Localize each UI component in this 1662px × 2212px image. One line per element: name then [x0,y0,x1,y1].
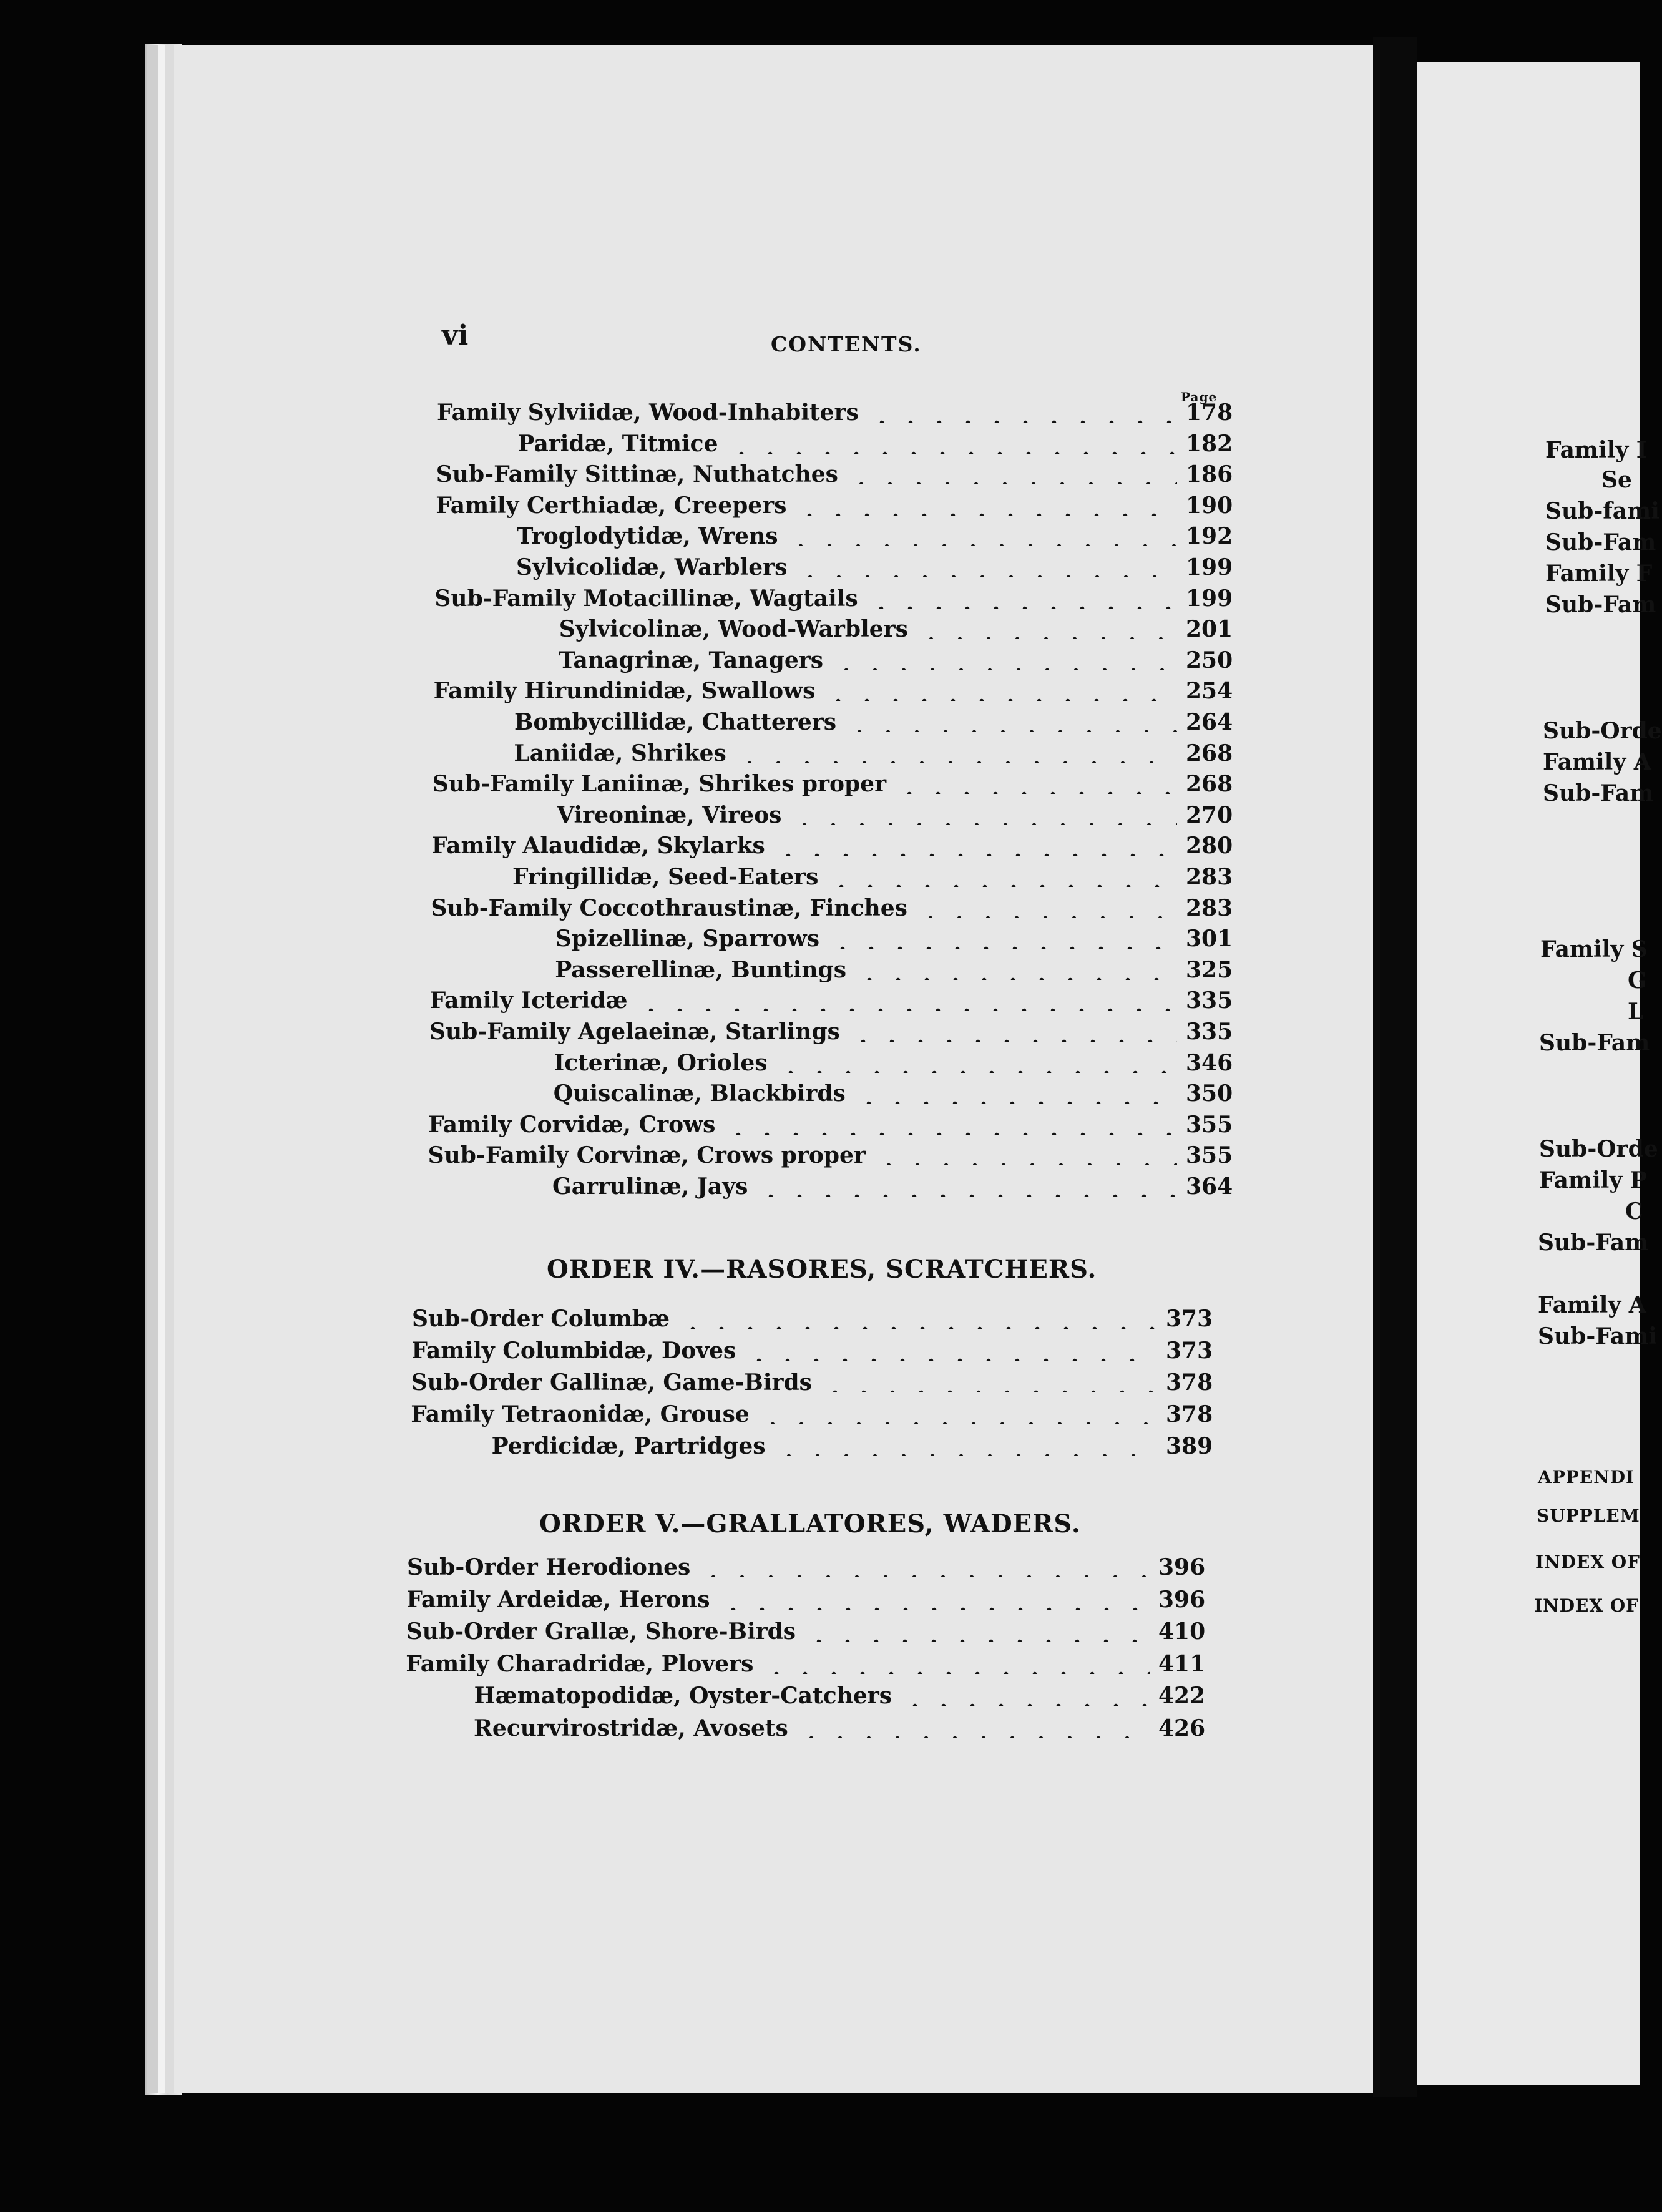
toc-entry [412,1306,1213,1337]
right-page-entry-fragment: Family A [1538,1292,1646,1318]
toc-entry [491,1433,1213,1464]
toc-entry [431,833,1233,864]
toc-entry-page: 350 [1185,1080,1233,1107]
right-page-entry-fragment: Family P [1539,1167,1647,1193]
right-page-entry-fragment: C [1625,1198,1643,1225]
toc-entry [514,709,1233,740]
toc-entry-label: Family Columbidæ, Doves [411,1338,736,1364]
toc-entry [516,554,1233,585]
toc-entry-page: 410 [1158,1618,1206,1645]
toc-entry-page: 325 [1185,956,1233,983]
leader-dots [804,1639,1150,1642]
toc-entry-label: Vireoninæ, Vireos [557,801,782,828]
page-number: vi [442,320,469,351]
leader-dots [699,1575,1150,1577]
toc-entry [431,894,1233,926]
toc-entry-page: 378 [1165,1369,1213,1396]
order-iv-heading: ORDER IV.—RASORES, SCRATCHERS. [547,1255,1097,1284]
leader-dots [827,884,1177,887]
toc-entry-page: 373 [1165,1338,1213,1364]
toc-entry [436,492,1233,524]
toc-entry-page: 396 [1158,1554,1206,1580]
right-page-entry-fragment: Sub-Orde [1543,718,1662,744]
order-v-heading: ORDER V.—GRALLATORES, WADERS. [539,1509,1081,1539]
leader-dots [874,1163,1177,1165]
toc-entry [429,1019,1233,1050]
toc-entry-page: 254 [1185,678,1233,705]
right-page-entry-fragment: Sub-Fam [1539,1030,1650,1056]
toc-entry [434,585,1233,617]
toc-entry [406,1650,1206,1682]
toc-entry [553,1080,1233,1112]
leader-dots [678,1326,1157,1329]
toc-entry-page: 426 [1158,1715,1206,1741]
toc-entry [406,1586,1206,1618]
leader-dots [797,1736,1150,1738]
toc-entry-page: 268 [1185,771,1233,798]
leader-dots [847,482,1177,484]
toc-entry-page: 411 [1158,1650,1206,1677]
leader-dots [901,1703,1150,1706]
toc-entry-label: Family Sylviidæ, Wood-Inhabiters [437,399,859,426]
toc-entry-page: 335 [1186,1019,1233,1045]
toc-entry-label: Family Certhiadæ, Creepers [436,492,787,519]
leader-dots [867,606,1177,609]
leader-dots [790,823,1177,825]
toc-entry [428,1142,1233,1173]
leader-dots [795,513,1177,516]
toc-entry-page: 355 [1185,1142,1233,1169]
toc-entry [411,1338,1213,1369]
leader-dots [786,544,1177,546]
toc-entry [474,1715,1206,1746]
right-page-entry-fragment: Sub-Fami [1538,1323,1657,1349]
toc-entry [474,1683,1206,1714]
toc-entry [432,771,1233,802]
right-page-entry-fragment: SUPPLEM [1537,1505,1640,1526]
right-page-entry-fragment: INDEX OF [1534,1595,1640,1616]
right-page-entry-fragment: Sub-Fam [1543,780,1654,806]
toc-entry-label: Garrulinæ, Jays [552,1173,748,1200]
toc-entry-page: 364 [1186,1173,1233,1200]
leader-dots [821,1390,1157,1392]
toc-entry-page: 192 [1185,523,1233,550]
leader-dots [774,853,1177,856]
leader-dots [758,1422,1157,1424]
leader-dots [756,1194,1177,1197]
toc-entry [407,1554,1206,1585]
toc-entry-page: 373 [1166,1306,1213,1332]
toc-entry [552,1173,1233,1205]
toc-entry-page: 270 [1185,801,1233,828]
toc-entry [514,740,1233,771]
toc-entry-label: Sub-Order Gallinæ, Game-Birds [411,1369,812,1396]
leader-dots [828,946,1177,949]
toc-entry [557,801,1233,833]
leader-dots [637,1008,1177,1011]
leader-dots [824,698,1177,701]
toc-entry-page: 178 [1186,399,1233,426]
toc-entry-page: 190 [1185,492,1233,519]
toc-entry-page: 355 [1185,1111,1233,1138]
toc-entry [411,1369,1213,1401]
toc-entry-page: 422 [1158,1683,1206,1709]
toc-entry-label: Icterinæ, Orioles [554,1049,768,1076]
toc-entry-label: Sub-Family Agelaeinæ, Starlings [429,1019,840,1045]
toc-entry-label: Hæmatopodidæ, Oyster-Catchers [474,1683,892,1709]
toc-entry-page: 283 [1186,864,1233,890]
toc-entry-label: Fringillidæ, Seed-Eaters [512,864,819,890]
right-page-entry-fragment: Se [1601,467,1632,493]
toc-entry-page: 283 [1185,894,1233,921]
leader-dots [849,1039,1177,1042]
toc-entry-label: Family Hirundinidæ, Swallows [433,678,816,705]
toc-entry-label: Quiscalinæ, Blackbirds [553,1080,846,1107]
right-page-entry-fragment: Family S [1540,936,1648,962]
right-page-entry-fragment: Sub-Orde [1539,1136,1658,1162]
toc-entry [428,1111,1233,1143]
toc-entry-page: 250 [1185,647,1233,673]
toc-entry-label: Family Alaudidæ, Skylarks [431,833,765,859]
toc-entry-label: Paridæ, Titmice [517,430,718,457]
toc-entry-label: Family Charadridæ, Plovers [406,1650,754,1677]
leader-dots [917,637,1177,639]
right-page-entry-fragment: INDEX OF [1535,1552,1641,1572]
toc-entry-page: 201 [1185,616,1233,643]
toc-entry-label: Sub-Family Laniinæ, Shrikes proper [432,771,887,798]
leader-dots [762,1671,1150,1674]
right-page-entry-fragment: Sub-Fam [1538,1230,1649,1256]
leader-dots [854,1101,1177,1104]
toc-entry-label: Passerellinæ, Buntings [555,956,846,983]
toc-entry-page: 264 [1186,709,1233,735]
leader-dots [775,1454,1157,1456]
leader-dots [727,451,1177,454]
toc-entry [406,1618,1206,1650]
toc-entry-label: Bombycillidæ, Chatterers [514,709,837,735]
leader-dots [724,1132,1177,1135]
toc-entry [555,956,1233,988]
leader-dots [776,1070,1177,1073]
toc-entry-label: Sylvicolidæ, Warblers [516,554,788,580]
toc-entry-label: Sub-Order Columbæ [412,1306,670,1332]
toc-entry-label: Sub-Family Motacillinæ, Wagtails [434,585,858,612]
toc-entry-label: Family Corvidæ, Crows [428,1111,716,1138]
toc-entry-page: 301 [1185,926,1233,952]
toc-entry-page: 280 [1185,833,1233,859]
toc-entry [517,430,1233,462]
toc-entry-page: 378 [1165,1401,1213,1427]
right-page-entry-fragment: L [1628,999,1644,1025]
toc-entry-page: 199 [1186,554,1233,580]
leader-dots [796,575,1177,577]
toc-entry-page: 199 [1185,585,1233,612]
toc-entry-label: Laniidæ, Shrikes [514,740,726,766]
leader-dots [916,916,1177,918]
leader-dots [832,668,1177,670]
toc-entry-label: Family Ardeidæ, Herons [406,1586,710,1613]
toc-entry-label: Family Icteridæ [429,987,628,1014]
leader-dots [855,977,1177,980]
toc-entry-label: Sub-Family Corvinæ, Crows proper [428,1142,866,1169]
toc-entry-page: 268 [1185,740,1233,766]
toc-entry-label: Recurvirostridæ, Avosets [474,1715,788,1741]
toc-entry-label: Perdicidæ, Partridges [491,1433,766,1459]
leader-dots [719,1607,1150,1610]
toc-entry-label: Spizellinæ, Sparrows [555,926,820,952]
right-page-entry-fragment: Family A [1543,749,1651,775]
toc-entry [411,1401,1213,1432]
right-page-entry-fragment: Family I [1545,437,1647,463]
toc-entry [433,678,1233,709]
page-title: CONTENTS. [771,332,922,356]
toc-entry-label: Sub-Family Coccothraustinæ, Finches [431,894,907,921]
toc-entry-page: 186 [1185,461,1233,488]
toc-entry-label: Sub-Order Herodiones [407,1554,691,1580]
toc-entry-page: 346 [1185,1049,1233,1076]
toc-entry-page: 389 [1165,1433,1213,1459]
leader-dots [845,730,1177,732]
toc-entry-label: Sub-Family Sittinæ, Nuthatches [436,461,838,488]
right-page-entry-fragment: Family F [1545,560,1653,587]
leader-dots [735,761,1177,763]
toc-entry-label: Family Tetraonidæ, Grouse [411,1401,750,1427]
toc-entry [555,926,1233,957]
toc-entry [436,461,1233,492]
right-page-entry-fragment: G [1628,967,1647,994]
leader-dots [895,791,1177,794]
right-page-entry-fragment: APPENDI [1538,1467,1635,1487]
toc-entry-page: 396 [1158,1586,1206,1613]
leader-dots [745,1358,1157,1361]
toc-entry-page: 182 [1185,430,1233,457]
leader-dots [868,420,1177,423]
toc-entry [559,647,1233,678]
toc-entry-label: Troglodytidæ, Wrens [516,523,778,550]
toc-entry [516,523,1233,554]
right-page [1417,62,1662,2085]
toc-entry [559,616,1233,647]
toc-entry [554,1049,1233,1081]
toc-entry-label: Sylvicolinæ, Wood-Warblers [559,616,908,643]
right-page-entry-fragment: Sub-Fam [1545,529,1656,555]
right-page-entry-fragment: Sub-fami [1545,498,1660,524]
right-page-entry-fragment: Sub-Fam [1545,592,1656,618]
toc-entry-page: 335 [1185,987,1233,1014]
toc-entry [429,987,1233,1019]
page-column-label: Page [1181,389,1218,404]
toc-entry [512,864,1233,895]
toc-entry [437,399,1233,431]
book-gutter [1373,37,1417,2097]
toc-entry-label: Tanagrinæ, Tanagers [559,647,823,673]
toc-entry-label: Sub-Order Grallæ, Shore-Birds [406,1618,796,1645]
